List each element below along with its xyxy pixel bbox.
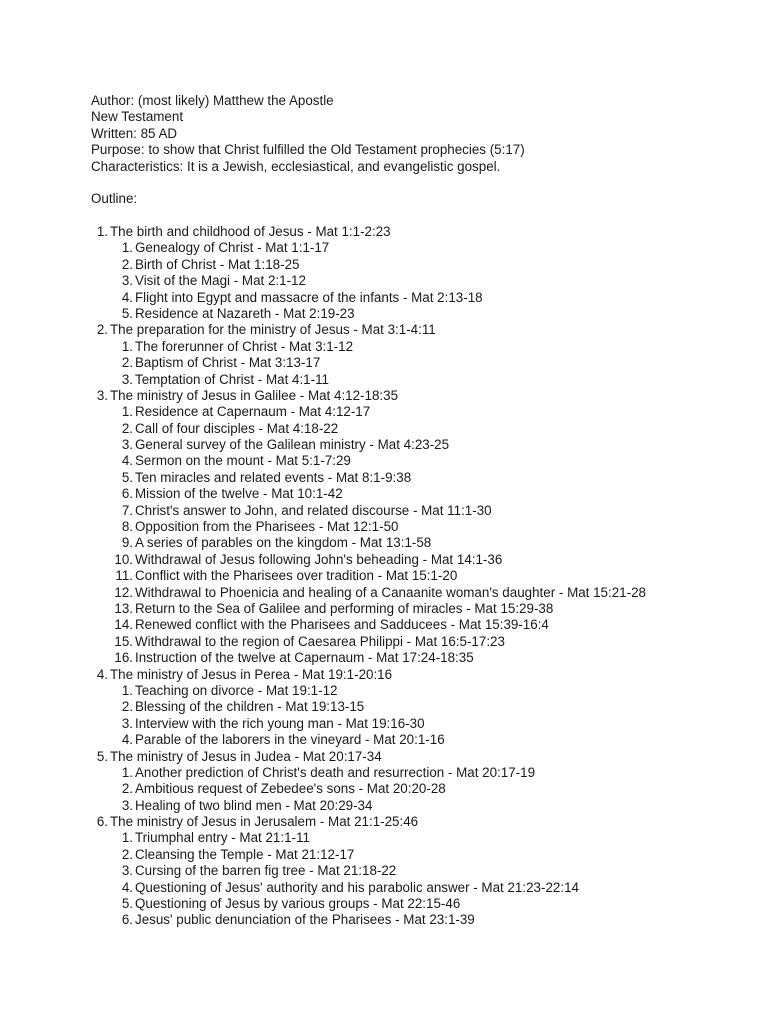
item-text: Residence at Nazareth - Mat 2:19-23 xyxy=(135,305,355,321)
item-number: 4. xyxy=(121,879,133,895)
outline-item xyxy=(0,716,768,732)
outline-item xyxy=(0,404,768,420)
item-number: 2. xyxy=(121,699,133,715)
item-number: 2. xyxy=(121,781,133,797)
outline-item xyxy=(0,257,768,273)
item-number: 11. xyxy=(115,568,133,584)
outline-item xyxy=(0,830,768,846)
item-number: 5. xyxy=(121,305,133,321)
item-text: Healing of two blind men - Mat 20:29-34 xyxy=(135,797,373,813)
item-text: Questioning of Jesus by various groups - Mat 22:15-46 xyxy=(135,896,461,912)
outline-item xyxy=(0,568,768,584)
section-title: The birth and childhood of Jesus - Mat 1:1-2:23 xyxy=(110,224,391,239)
outline-item xyxy=(0,912,768,928)
section-number: 6. xyxy=(96,814,108,830)
section-number: 1. xyxy=(96,224,108,239)
item-text: Withdrawal of Jesus following John's beheading - Mat 14:1-36 xyxy=(135,551,503,567)
item-number: 3. xyxy=(121,437,133,453)
outline-section xyxy=(0,322,768,338)
item-text: Return to the Sea of Galilee and performing of miracles - Mat 15:29-38 xyxy=(135,600,554,616)
item-text: Visit of the Magi - Mat 2:1-12 xyxy=(135,273,306,289)
item-number: 3. xyxy=(121,863,133,879)
item-number: 4. xyxy=(121,453,133,469)
outline-list xyxy=(0,224,768,929)
outline-item xyxy=(0,306,768,322)
outline-item xyxy=(0,765,768,781)
item-text: Christ's answer to John, and related discourse - Mat 11:1-30 xyxy=(135,502,492,518)
item-text: General survey of the Galilean ministry - Mat 4:23-25 xyxy=(135,437,450,453)
outline-item xyxy=(0,781,768,797)
outline-item xyxy=(0,896,768,912)
item-text: Another prediction of Christ's death and resurrection - Mat 20:17-19 xyxy=(135,764,536,780)
outline-item xyxy=(0,699,768,715)
item-number: 1. xyxy=(121,682,133,698)
outline-item xyxy=(0,535,768,551)
item-number: 4. xyxy=(121,289,133,305)
item-number: 1. xyxy=(121,240,133,256)
outline-item xyxy=(0,847,768,863)
item-number: 2. xyxy=(121,420,133,436)
outline-item xyxy=(0,470,768,486)
document-header xyxy=(91,93,525,175)
item-text: Call of four disciples - Mat 4:18-22 xyxy=(135,420,339,436)
item-text: Withdrawal to Phoenicia and healing of a Canaanite woman's daughter - Mat 15:21-28 xyxy=(135,584,646,600)
item-text: Teaching on divorce - Mat 19:1-12 xyxy=(135,682,338,698)
section-title: The ministry of Jesus in Galilee - Mat 4:12-18:35 xyxy=(110,387,399,403)
section-title: The ministry of Jesus in Judea - Mat 20:17-34 xyxy=(110,748,382,764)
item-number: 2. xyxy=(121,256,133,272)
item-text: Mission of the twelve - Mat 10:1-42 xyxy=(135,486,343,502)
item-number: 3. xyxy=(121,371,133,387)
outline-section xyxy=(0,388,768,404)
item-number: 1. xyxy=(121,764,133,780)
outline-item xyxy=(0,355,768,371)
outline-item xyxy=(0,290,768,306)
author-line: Author: (most likely) Matthew the Apostle xyxy=(91,93,334,108)
item-text: Residence at Capernaum - Mat 4:12-17 xyxy=(135,404,371,420)
item-number: 7. xyxy=(121,502,133,518)
item-number: 8. xyxy=(121,519,133,535)
outline-section xyxy=(0,814,768,830)
section-number: 2. xyxy=(96,322,108,338)
item-number: 6. xyxy=(121,912,133,928)
outline-item xyxy=(0,650,768,666)
outline-item xyxy=(0,552,768,568)
outline-item xyxy=(0,863,768,879)
outline-heading: Outline: xyxy=(91,191,138,206)
item-text: Baptism of Christ - Mat 3:13-17 xyxy=(135,355,321,371)
section-number: 3. xyxy=(96,387,108,403)
item-text: Birth of Christ - Mat 1:18-25 xyxy=(135,256,300,272)
item-text: Genealogy of Christ - Mat 1:1-17 xyxy=(135,240,330,256)
outline-item xyxy=(0,339,768,355)
outline-item xyxy=(0,503,768,519)
item-number: 13. xyxy=(114,600,133,616)
section-number: 4. xyxy=(96,666,108,682)
testament-line: New Testament xyxy=(91,109,184,125)
item-text: Interview with the rich young man - Mat 19:16-30 xyxy=(135,715,425,731)
written-line: Written: 85 AD xyxy=(91,125,178,141)
outline-item xyxy=(0,240,768,256)
item-number: 6. xyxy=(121,486,133,502)
item-text: Questioning of Jesus' authority and his parabolic answer - Mat 21:23-22:14 xyxy=(135,879,579,895)
item-text: A series of parables on the kingdom - Mat 13:1-58 xyxy=(135,535,432,551)
outline-item xyxy=(0,798,768,814)
item-text: Conflict with the Pharisees over tradition - Mat 15:1-20 xyxy=(135,568,458,584)
item-number: 14. xyxy=(114,617,133,633)
item-number: 3. xyxy=(121,715,133,731)
outline-item xyxy=(0,372,768,388)
item-number: 3. xyxy=(121,797,133,813)
outline-item xyxy=(0,437,768,453)
item-text: Cursing of the barren fig tree - Mat 21:18-22 xyxy=(135,863,397,879)
item-text: Parable of the laborers in the vineyard - Mat 20:1-16 xyxy=(135,732,445,748)
section-number: 5. xyxy=(96,748,108,764)
item-text: Ambitious request of Zebedee's sons - Mat 20:20-28 xyxy=(135,781,446,797)
purpose-line: Purpose: to show that Christ fulfilled the Old Testament prophecies (5:17) xyxy=(91,142,525,158)
item-number: 5. xyxy=(121,896,133,912)
item-number: 9. xyxy=(121,535,133,551)
item-text: The forerunner of Christ - Mat 3:1-12 xyxy=(135,338,354,354)
item-number: 1. xyxy=(121,830,133,846)
item-number: 4. xyxy=(121,732,133,748)
item-text: Jesus' public denunciation of the Pharisees - Mat 23:1-39 xyxy=(135,912,475,928)
outline-item xyxy=(0,421,768,437)
outline-item xyxy=(0,732,768,748)
item-number: 15. xyxy=(114,633,133,649)
item-text: Triumphal entry - Mat 21:1-11 xyxy=(135,830,310,846)
outline-item xyxy=(0,617,768,633)
section-title: The ministry of Jesus in Perea - Mat 19:1-20:16 xyxy=(110,666,393,682)
outline-item xyxy=(0,273,768,289)
characteristics-line: Characteristics: It is a Jewish, ecclesiastical, and evangelistic gospel. xyxy=(91,158,501,174)
item-text: Withdrawal to the region of Caesarea Philippi - Mat 16:5-17:23 xyxy=(135,633,505,649)
item-number: 2. xyxy=(121,355,133,371)
item-text: Blessing of the children - Mat 19:13-15 xyxy=(135,699,365,715)
item-text: Sermon on the mount - Mat 5:1-7:29 xyxy=(135,453,351,469)
item-number: 10. xyxy=(114,551,133,567)
outline-section xyxy=(0,224,768,240)
item-number: 3. xyxy=(121,273,133,289)
item-text: Ten miracles and related events - Mat 8:1-9:38 xyxy=(135,469,412,485)
item-number: 1. xyxy=(121,338,133,354)
item-text: Renewed conflict with the Pharisees and Sadducees - Mat 15:39-16:4 xyxy=(135,617,549,633)
item-number: 12. xyxy=(114,584,133,600)
item-text: Flight into Egypt and massacre of the infants - Mat 2:13-18 xyxy=(135,289,483,305)
item-number: 1. xyxy=(121,404,133,420)
outline-item xyxy=(0,453,768,469)
item-text: Instruction of the twelve at Capernaum - Mat 17:24-18:35 xyxy=(135,650,474,666)
item-text: Temptation of Christ - Mat 4:1-11 xyxy=(135,371,329,387)
item-text: Opposition from the Pharisees - Mat 12:1-50 xyxy=(135,519,399,535)
item-number: 5. xyxy=(121,469,133,485)
outline-item xyxy=(0,585,768,601)
outline-section xyxy=(0,749,768,765)
outline-item xyxy=(0,880,768,896)
outline-item xyxy=(0,601,768,617)
outline-item xyxy=(0,486,768,502)
item-text: Cleansing the Temple - Mat 21:12-17 xyxy=(135,846,355,862)
item-number: 16. xyxy=(114,650,133,666)
outline-section xyxy=(0,667,768,683)
section-title: The preparation for the ministry of Jesus - Mat 3:1-4:11 xyxy=(110,322,436,338)
section-title: The ministry of Jesus in Jerusalem - Mat 21:1-25:46 xyxy=(110,814,419,830)
outline-item xyxy=(0,683,768,699)
item-number: 2. xyxy=(121,846,133,862)
outline-item xyxy=(0,519,768,535)
outline-item xyxy=(0,634,768,650)
